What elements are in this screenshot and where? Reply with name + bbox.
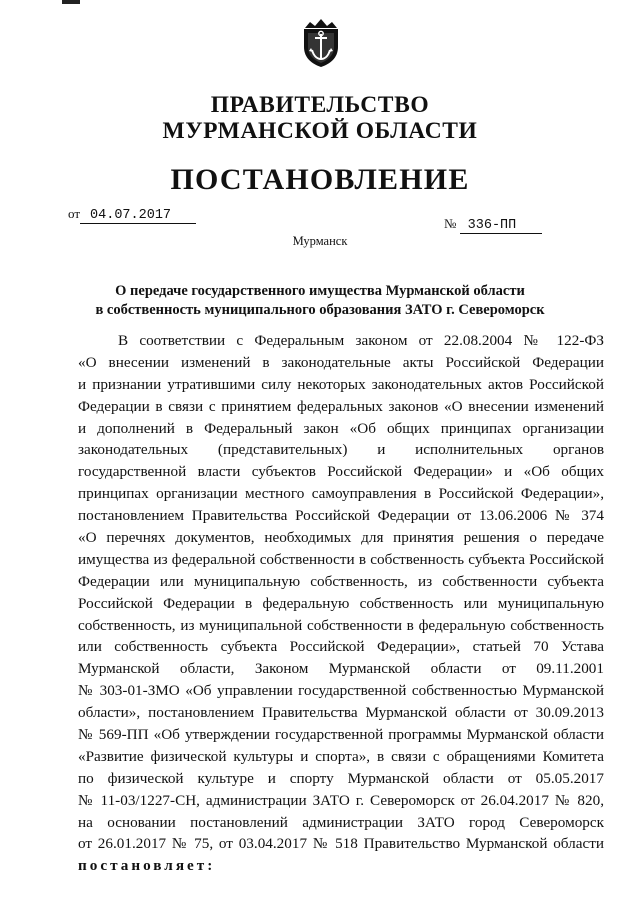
body-line: и дополнений в Федеральный закон «Об общих принципах организации (78, 419, 604, 437)
org-name-line1: ПРАВИТЕЛЬСТВО (210, 92, 430, 118)
body-line: № 11-03/1227-СН, администрации ЗАТО г. Североморск от 26.04.2017 № 820, (78, 791, 604, 809)
body-line: собственность, из муниципальной собственности в федеральную собственность (78, 616, 604, 634)
scan-mark (62, 0, 80, 4)
number-row (444, 216, 542, 234)
body-line: на основании постановлений администрации ЗАТО город Североморск (78, 813, 604, 831)
document-body (78, 330, 604, 877)
body-line: государственной власти субъектов Российской Федерации» и «Об общих (78, 463, 604, 481)
body-line-decree (78, 855, 604, 877)
body-line: Федерации или муниципальную собственность, из собственности субъекта (78, 572, 604, 590)
body-line: № 569-ПП «Об утверждении государственной программы Мурманской области (78, 726, 604, 744)
body-line: имущества из федеральной собственности в собственность субъекта Российской (78, 550, 604, 568)
document-number: 336-ПП (460, 219, 542, 234)
body-line: области», постановлением Правительства Мурманской области от 30.09.2013 (78, 704, 604, 722)
body-line: «Развитие физической культуры и спорта», в связи с обращениями Комитета (78, 747, 604, 765)
body-line: и признании утратившими силу некоторых законодательных актов Российской (78, 375, 604, 393)
body-line: Мурманской области, Законом Мурманской области от 09.11.2001 (78, 660, 604, 678)
date-prefix: от (68, 206, 81, 221)
body-line: В соответствии с Федеральным законом от 22.08.2004 № 122-ФЗ (118, 332, 604, 349)
body-line: Федерации в связи с принятием федеральных законов «О внесении изменений (78, 397, 604, 415)
document-title-line1: О передаче государственного имущества Мурманской области (115, 283, 525, 299)
document-date: 04.07.2017 (80, 209, 196, 224)
body-line: постановлением Правительства Российской Федерации от 13.06.2006 № 374 (78, 507, 604, 525)
body-line: по физической культуре и спорту Мурманской области от 05.05.2017 (78, 769, 604, 787)
decree-word: постановляет: (78, 857, 216, 875)
body-line: или собственность субъекта Российской Федерации», статьей 70 Устава (78, 638, 604, 656)
body-line: «О перечнях документов, необходимых для принятия решения о передаче (78, 529, 604, 547)
date-row (68, 206, 196, 224)
body-line: принципах организации местного самоуправления в Российской Федерации», (78, 485, 604, 503)
document-type: ПОСТАНОВЛЕНИЕ (170, 163, 470, 196)
number-prefix: № (444, 216, 457, 231)
body-line: «О внесении изменений в законодательные акты Российской Федерации (78, 353, 604, 371)
body-line: от 26.01.2017 № 75, от 03.04.2017 № 518 Правительство Мурманской области (78, 835, 604, 853)
body-line: № 303-01-ЗМО «Об управлении государственной собственностью Мурманской (78, 682, 604, 700)
org-name-line2: МУРМАНСКОЙ ОБЛАСТИ (162, 118, 478, 144)
body-line: законодательных (представительных) и исполнительных органов (78, 441, 604, 459)
body-line: Российской Федерации в федеральную собственность или муниципальную (78, 594, 604, 612)
coat-of-arms-icon (301, 16, 341, 68)
document-title-line2: в собственность муниципального образования ЗАТО г. Североморск (95, 302, 545, 318)
city: Мурманск (292, 234, 348, 248)
